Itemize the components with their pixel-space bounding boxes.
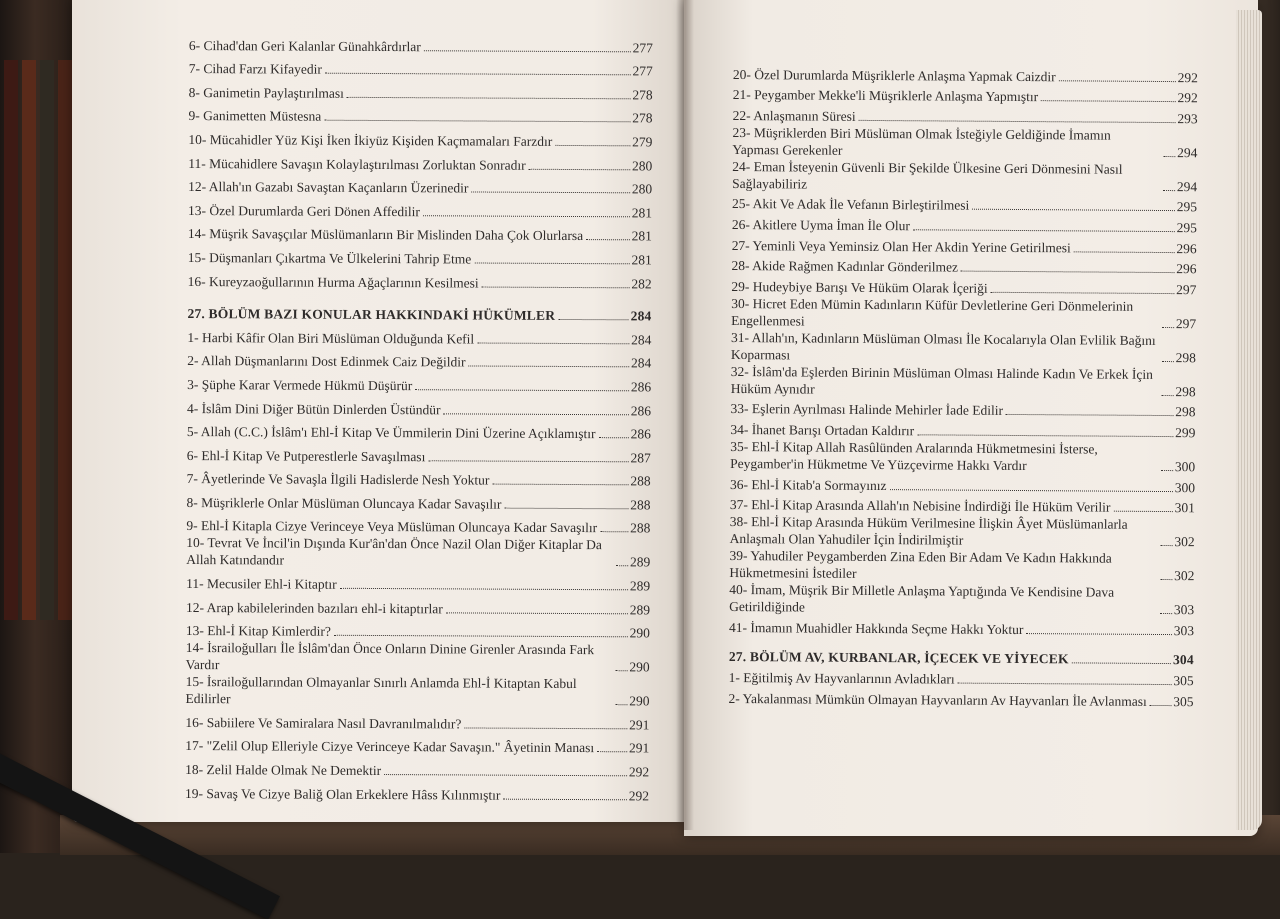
toc-entry-page: 277 xyxy=(632,39,653,56)
toc-entry xyxy=(188,266,652,292)
toc-entry xyxy=(186,487,650,513)
dot-leader xyxy=(586,238,630,240)
toc-entry-page: 292 xyxy=(628,764,650,780)
toc-entry xyxy=(186,534,650,570)
toc-entry-page: 290 xyxy=(629,625,650,641)
toc-entry xyxy=(733,62,1198,86)
toc-entry xyxy=(185,778,649,804)
toc-entry xyxy=(185,707,649,733)
toc-entry xyxy=(732,124,1197,161)
toc-entry-page: 295 xyxy=(1176,199,1198,215)
toc-entry xyxy=(188,195,652,221)
toc-entry-page: 297 xyxy=(1175,315,1197,331)
toc-entry-page: 296 xyxy=(1176,261,1197,277)
dot-leader xyxy=(482,285,630,288)
toc-entry-title: 6- Cihad'dan Geri Kalanlar Günahkârdırlar xyxy=(188,37,421,54)
toc-entry xyxy=(187,440,651,466)
toc-entry-title: 20- Özel Durumlarda Müşriklerle Anlaşma Yapmak Caizdir xyxy=(732,66,1056,84)
toc-entry-title: 19- Savaş Ve Cizye Baliğ Olan Erkeklere Hâss Kılınmıştır xyxy=(184,785,501,803)
toc-entry xyxy=(186,639,650,675)
toc-entry xyxy=(729,547,1194,584)
dot-leader xyxy=(529,167,630,170)
toc-entry-title: 35- Ehl-İ Kitap Allah Rasûlünden Aralarında Hükmetmesini İsterse, Peygamber'in Hükmetme Ve Yüzçevirme Hakkı Vardır xyxy=(730,438,1098,473)
toc-entry-title: 14- İsrailoğulları İle İslâm'dan Önce Onların Dinine Girenler Arasında Fark Vardır xyxy=(185,640,595,673)
dot-leader xyxy=(598,436,628,438)
toc-entry-page: 278 xyxy=(632,110,653,126)
toc-entry-title: 9- Ehl-İ Kitapla Cizye Verinceye Veya Müslüman Oluncaya Kadar Savaşılır xyxy=(186,518,598,536)
dot-leader xyxy=(446,611,628,614)
toc-entry xyxy=(186,592,650,618)
dot-leader xyxy=(1162,326,1174,328)
book-gutter xyxy=(676,0,694,830)
toc-entry-page: 302 xyxy=(1174,568,1195,584)
toc-entry xyxy=(732,233,1197,257)
toc-entry-page: 289 xyxy=(629,554,651,570)
toc-entry-page: 288 xyxy=(630,473,651,489)
dot-leader xyxy=(347,96,631,99)
dot-leader xyxy=(477,341,629,344)
chapter-heading-title: 27. BÖLÜM BAZI KONULAR HAKKINDAKİ HÜKÜMLER xyxy=(187,306,556,324)
toc-entry-title: 25- Akit Ve Adak İle Vefanın Birleştirilmesi xyxy=(731,196,970,214)
toc-entry xyxy=(187,416,651,442)
dot-leader xyxy=(1163,189,1175,191)
left-toc xyxy=(185,30,653,804)
toc-entry xyxy=(732,212,1197,236)
dot-leader xyxy=(961,270,1174,273)
toc-entry-title: 18- Zelil Halde Olmak Ne Demektir xyxy=(185,762,382,779)
toc-entry-page: 289 xyxy=(629,578,651,594)
toc-entry-page: 291 xyxy=(628,740,650,756)
toc-entry xyxy=(185,754,649,780)
toc-entry-page: 292 xyxy=(1177,90,1198,106)
book-spine xyxy=(40,60,54,620)
dot-leader xyxy=(917,433,1173,437)
toc-entry xyxy=(187,322,651,348)
toc-entry-title: 11- Mecusiler Ehl-i Kitaptır xyxy=(186,576,337,592)
toc-entry-page: 284 xyxy=(631,332,652,348)
dot-leader xyxy=(615,703,627,705)
toc-entry-page: 277 xyxy=(632,63,653,79)
toc-entry-title: 41- İmamın Muahidler Hakkında Seçme Hakkı Yoktur xyxy=(729,619,1024,637)
toc-entry-title: 7- Âyetlerinde Ve Savaşla İlgili Hadislerde Nesh Yoktur xyxy=(186,471,490,488)
toc-entry xyxy=(730,513,1195,550)
toc-entry xyxy=(732,192,1197,216)
toc-entry xyxy=(187,346,651,372)
toc-entry-title: 27- Yeminli Veya Yeminsiz Olan Her Akdin Yerine Getirilmesi xyxy=(731,237,1071,255)
page-edges xyxy=(1236,10,1262,830)
toc-entry-page: 299 xyxy=(1175,425,1196,441)
toc-entry xyxy=(729,581,1194,618)
toc-entry-page: 298 xyxy=(1175,404,1196,420)
toc-entry-page: 286 xyxy=(630,426,651,442)
dot-leader xyxy=(597,751,627,753)
toc-entry xyxy=(189,77,653,103)
toc-entry-title: 28- Akide Rağmen Kadınlar Gönderilmez xyxy=(731,258,959,275)
dot-leader xyxy=(1160,544,1172,546)
toc-entry xyxy=(189,54,653,80)
dot-leader xyxy=(991,291,1175,294)
dot-leader xyxy=(615,669,627,671)
dot-leader xyxy=(1059,79,1176,82)
toc-entry-page: 303 xyxy=(1173,622,1195,638)
dot-leader xyxy=(1161,469,1173,471)
dot-leader xyxy=(1113,510,1172,512)
toc-entry-page: 297 xyxy=(1176,281,1197,297)
toc-entry-page: 284 xyxy=(630,355,652,371)
right-toc xyxy=(729,62,1198,710)
book-spine xyxy=(4,60,18,620)
toc-entry-title: 26- Akitlere Uyma İman İle Olur xyxy=(731,216,910,234)
dot-leader xyxy=(1162,360,1174,362)
toc-entry-title: 33- Eşlerin Ayrılması Halinde Mehirler İade Edilir xyxy=(730,401,1004,419)
toc-entry-title: 30- Hicret Eden Mümin Kadınların Küfür Devletlerine Geri Dönmelerinin Engellenmesi xyxy=(731,295,1134,329)
chapter-heading-title: 27. BÖLÜM AV, KURBANLAR, İÇECEK VE YİYECEK xyxy=(728,649,1069,667)
dot-leader xyxy=(468,365,629,368)
toc-entry-page: 282 xyxy=(631,275,652,291)
toc-entry xyxy=(187,369,651,395)
toc-entry-title: 21- Peygamber Mekke'li Müşriklerle Anlaşma Yapmıştır xyxy=(732,87,1039,105)
toc-entry-title: 1- Harbi Kâfir Olan Biri Müslüman Olduğunda Kefil xyxy=(187,329,475,347)
dot-leader xyxy=(1160,612,1172,614)
toc-entry xyxy=(188,148,652,174)
toc-entry xyxy=(731,295,1196,332)
toc-entry-title: 17- "Zelil Olup Elleriyle Cizye Verinceye Kadar Savaşın." Âyetinin Manası xyxy=(185,738,595,756)
chapter-heading xyxy=(187,299,651,325)
toc-entry-page: 292 xyxy=(628,787,650,804)
book-spine xyxy=(58,60,72,620)
dot-leader xyxy=(471,191,630,194)
toc-entry-title: 29- Hudeybiye Barışı Ve Hüküm Olarak İçeriği xyxy=(731,278,988,296)
toc-entry-title: 2- Allah Düşmanlarını Dost Edinmek Caiz Değildir xyxy=(187,353,466,370)
toc-entry-page: 298 xyxy=(1175,349,1197,365)
dot-leader xyxy=(334,634,628,638)
toc-entry-page: 293 xyxy=(1177,110,1198,127)
toc-entry-title: 12- Arap kabilelerinden bazıları ehl-i kitaptırlar xyxy=(185,599,443,616)
toc-entry xyxy=(729,686,1194,710)
toc-entry-page: 302 xyxy=(1174,534,1195,550)
toc-entry-page: 292 xyxy=(1177,69,1198,85)
dot-leader xyxy=(558,318,628,320)
toc-entry-page: 289 xyxy=(629,601,651,618)
toc-entry-title: 39- Yahudiler Peygamberden Zina Eden Bir Adam Ve Kadın Hakkında Hükmetmesini İstediler xyxy=(729,548,1112,581)
toc-entry-title: 40- İmam, Müşrik Bir Milletle Anlaşma Yaptığında Ve Kendisine Dava Getirildiğinde xyxy=(729,582,1115,615)
toc-entry-page: 303 xyxy=(1173,602,1195,618)
dot-leader xyxy=(1160,578,1172,580)
dot-leader xyxy=(474,261,629,264)
dot-leader xyxy=(555,144,630,146)
dot-leader xyxy=(1026,632,1171,635)
toc-entry xyxy=(185,731,649,757)
dot-leader xyxy=(492,483,628,486)
toc-entry-page: 286 xyxy=(630,402,652,418)
toc-entry-page: 280 xyxy=(631,181,653,197)
dot-leader xyxy=(600,531,628,533)
dot-leader xyxy=(325,72,631,76)
dot-leader xyxy=(1074,250,1175,253)
toc-entry xyxy=(730,472,1195,496)
toc-entry-page: 294 xyxy=(1176,178,1198,195)
toc-entry-title: 12- Allah'ın Gazabı Savaştan Kaçanların Üzerinedir xyxy=(188,179,469,196)
toc-entry xyxy=(732,158,1197,195)
toc-entry xyxy=(186,511,650,537)
toc-entry-title: 6- Ehl-İ Kitap Ve Putperestlerle Savaşılması xyxy=(186,447,426,464)
toc-entry xyxy=(729,665,1194,689)
toc-entry-page: 279 xyxy=(632,134,653,150)
toc-entry xyxy=(731,363,1196,400)
toc-entry-page: 294 xyxy=(1177,144,1198,161)
toc-entry-page: 300 xyxy=(1174,479,1196,495)
toc-entry-title: 15- İsrailoğullarından Olmayanlar Sınırlı Anlamda Ehl-İ Kitaptan Kabul Edilirler xyxy=(185,674,577,707)
toc-entry-page: 296 xyxy=(1176,240,1197,256)
toc-entry-title: 36- Ehl-İ Kitab'a Sormayınız xyxy=(730,476,887,493)
toc-entry-title: 16- Kureyzaoğullarının Hurma Ağaçlarının Kesilmesi xyxy=(187,273,479,291)
toc-entry xyxy=(186,568,650,594)
toc-entry-page: 291 xyxy=(629,717,650,733)
toc-entry-page: 295 xyxy=(1176,220,1197,236)
toc-entry xyxy=(732,254,1197,278)
toc-entry-page: 290 xyxy=(629,693,650,709)
toc-entry-page: 300 xyxy=(1174,459,1196,475)
toc-entry-title: 9- Ganimetten Müstesna xyxy=(188,108,322,125)
toc-entry-title: 38- Ehl-İ Kitap Arasında Hüküm Verilmesine İlişkin Âyet Müslümanlarla Anlaşmalı Olan Yahudiler İçin İndirilmiştir xyxy=(729,514,1128,548)
toc-entry-page: 287 xyxy=(630,450,651,466)
dot-leader xyxy=(384,773,627,776)
dot-leader xyxy=(859,119,1176,123)
dot-leader xyxy=(958,681,1172,684)
dot-leader xyxy=(503,797,626,800)
chapter-heading-page: 304 xyxy=(1172,652,1194,668)
dot-leader xyxy=(1006,413,1173,416)
toc-entry-page: 305 xyxy=(1173,693,1194,709)
toc-entry-title: 14- Müşrik Savaşçılar Müslümanların Bir Mislinden Daha Çok Olurlarsa xyxy=(187,226,584,244)
dot-leader xyxy=(340,587,628,591)
dot-leader xyxy=(890,488,1173,492)
toc-entry-page: 281 xyxy=(631,205,653,221)
dot-leader xyxy=(1041,99,1175,102)
toc-entry xyxy=(185,673,649,709)
dot-leader xyxy=(1150,703,1171,705)
toc-entry-title: 32- İslâm'da Eşlerden Birinin Müslüman Olması Halinde Kadın Ve Erkek İçin Hüküm Aynıdır xyxy=(730,363,1153,397)
toc-entry-title: 13- Özel Durumlarda Geri Dönen Affedilir xyxy=(188,202,420,219)
toc-entry-title: 22- Anlaşmanın Süresi xyxy=(732,107,856,124)
toc-entry-title: 34- İhanet Barışı Ortadan Kaldırır xyxy=(730,421,915,439)
dot-leader xyxy=(972,208,1175,211)
toc-entry-title: 8- Müşriklerle Onlar Müslüman Oluncaya Kadar Savaşılır xyxy=(186,494,502,512)
toc-entry-title: 10- Tevrat Ve İncil'in Dışında Kur'ân'dan Önce Nazil Olan Diğer Kitaplar Da Allah Katındandır xyxy=(186,535,602,568)
toc-entry-title: 24- Eman İsteyenin Güvenli Bir Şekilde Ülkesine Geri Dönmesini Nasıl Sağlayabiliriz xyxy=(732,158,1123,192)
toc-entry-title: 31- Allah'ın, Kadınların Müslüman Olması İle Kocalarıyla Olan Evlilik Bağını Koparması xyxy=(730,329,1156,363)
toc-entry-title: 8- Ganimetin Paylaştırılması xyxy=(188,84,344,101)
toc-entry-page: 288 xyxy=(630,497,651,513)
dot-leader xyxy=(1163,155,1175,157)
toc-entry xyxy=(189,101,653,127)
toc-entry-page: 298 xyxy=(1175,383,1196,399)
dot-leader xyxy=(415,388,629,391)
toc-entry-title: 16- Sabiilere Ve Samiralara Nasıl Davranılmalıdır? xyxy=(185,714,462,732)
toc-entry-page: 281 xyxy=(631,228,652,244)
toc-entry-page: 290 xyxy=(629,659,650,675)
toc-entry-page: 281 xyxy=(631,252,652,268)
toc-entry xyxy=(188,172,652,198)
toc-entry xyxy=(730,438,1195,475)
toc-entry xyxy=(187,393,651,419)
toc-entry-page: 286 xyxy=(630,379,652,395)
dot-leader xyxy=(443,412,628,415)
toc-entry-page: 278 xyxy=(632,87,653,103)
dot-leader xyxy=(423,214,630,217)
dot-leader xyxy=(464,726,627,729)
toc-entry-title: 11- Mücahidlere Savaşın Kolaylaştırılması Zorluktan Sonradır xyxy=(188,155,526,173)
toc-entry xyxy=(731,329,1196,366)
toc-entry-title: 5- Allah (C.C.) İslâm'ı Ehl-İ Kitap Ve Ümmilerin Dini Üzerine Açıklamıştır xyxy=(186,424,596,442)
toc-entry-title: 4- İslâm Dini Diğer Bütün Dinlerden Üstündür xyxy=(186,400,441,417)
dot-leader xyxy=(428,459,628,462)
dot-leader xyxy=(424,49,631,52)
toc-entry-title: 7- Cihad Farzı Kifayedir xyxy=(188,61,322,77)
toc-entry-title: 15- Düşmanları Çıkartma Ve Ülkelerini Tahrip Etme xyxy=(187,249,472,267)
dot-leader xyxy=(504,507,628,510)
toc-entry-page: 301 xyxy=(1174,500,1195,516)
dot-leader xyxy=(1072,662,1171,665)
chapter-heading xyxy=(729,645,1194,669)
toc-entry-title: 10- Mücahidler Yüz Kişi İken İkiyüz Kişiden Kaçmamaları Farzdır xyxy=(188,131,553,149)
toc-entry xyxy=(729,615,1194,639)
toc-entry-title: 23- Müşriklerden Biri Müslüman Olmak İsteğiyle Geldiğinde İmamın Yapması Gerekenler xyxy=(732,124,1111,158)
toc-entry xyxy=(188,219,652,245)
toc-entry xyxy=(189,30,653,56)
toc-entry xyxy=(731,397,1196,421)
dot-leader xyxy=(913,228,1175,232)
dot-leader xyxy=(324,119,630,123)
book-spine xyxy=(22,60,36,620)
toc-entry xyxy=(186,616,650,642)
toc-entry xyxy=(187,464,651,490)
toc-entry xyxy=(188,124,652,150)
toc-entry-title: 37- Ehl-İ Kitap Arasında Allah'ın Nebisine İndirdiği İle Hüküm Verilir xyxy=(729,497,1111,515)
toc-entry-title: 13- Ehl-İ Kitap Kimlerdir? xyxy=(185,623,331,640)
toc-entry xyxy=(188,242,652,268)
toc-entry-title: 3- Şüphe Karar Vermede Hükmü Düşürür xyxy=(187,376,413,394)
dot-leader xyxy=(616,565,628,567)
toc-entry-title: 2- Yakalanması Mümkün Olmayan Hayvanların Av Hayvanları İle Avlanması xyxy=(728,690,1147,709)
toc-entry-title: 1- Eğitilmiş Av Hayvanlarının Avladıkları xyxy=(728,669,955,687)
dot-leader xyxy=(1161,394,1173,396)
chapter-heading-page: 284 xyxy=(630,308,652,324)
toc-entry-page: 280 xyxy=(632,157,653,173)
toc-entry-page: 288 xyxy=(630,520,651,536)
toc-entry xyxy=(733,83,1198,107)
toc-entry-page: 305 xyxy=(1173,672,1194,689)
